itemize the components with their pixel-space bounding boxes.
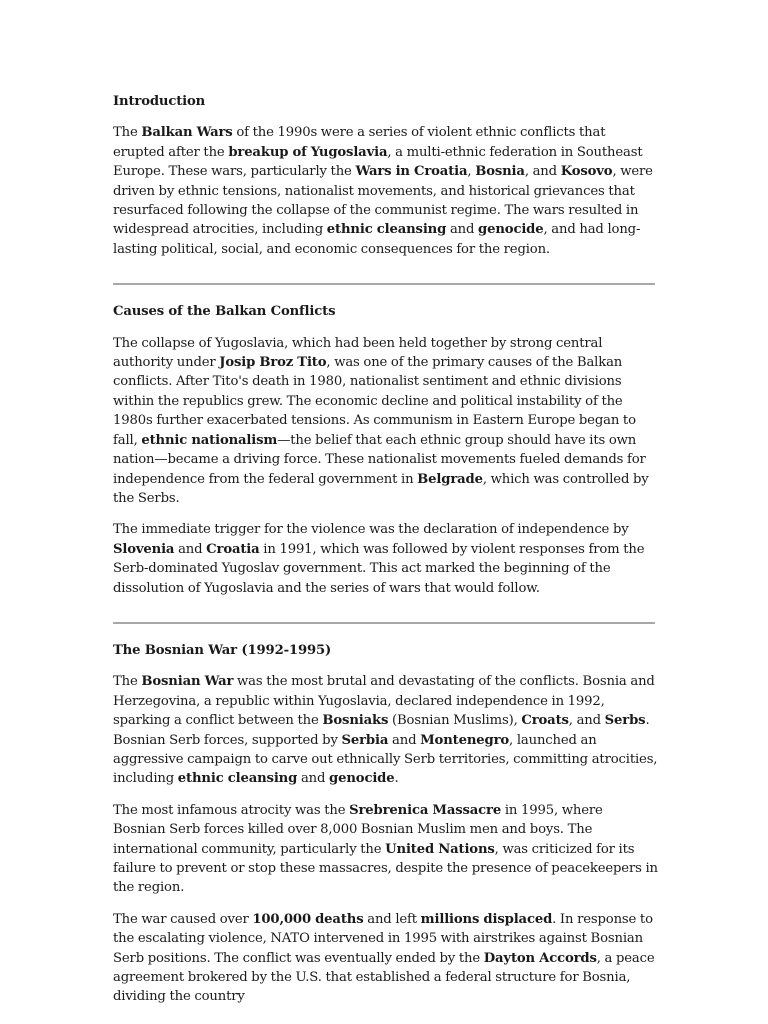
bold-term: Serbs (604, 713, 646, 729)
text-run: and (446, 222, 479, 238)
bold-term: Montenegro (420, 732, 510, 748)
bold-term: Bosnia (475, 164, 525, 180)
paragraph (113, 672, 658, 788)
section-causes (113, 302, 658, 598)
text-run: , and (524, 164, 561, 180)
text-run: , launched an aggressive campaign to carve out ethnically Serb territories, committing atrocities, including (113, 732, 658, 787)
paragraph (113, 520, 658, 598)
text-run: . (394, 771, 399, 787)
paragraph (113, 334, 658, 509)
bold-term: Croatia (206, 541, 260, 557)
bold-term: Kosovo (560, 164, 613, 180)
document-page (113, 92, 658, 1019)
text-run: , was criticized for its failure to prevent or stop these massacres, despite the presence of peacekeepers in the region. (113, 841, 658, 896)
section-heading: Causes of the Balkan Conflicts (113, 304, 336, 320)
text-run: , which was controlled by the Serbs. (113, 471, 649, 506)
text-run: The (113, 674, 142, 690)
text-run: in 1991, which was followed by violent responses from the Serb-dominated Yugoslav government. This act marked the beginning of the dissolution of Yugoslavia and the series of wars that would follow. (113, 541, 645, 596)
text-run: , were driven by ethnic tensions, nationalist movements, and historical grievances that resurfaced following the collapse of the communist regime. The wars resulted in widespread atrocities, including (113, 164, 653, 238)
text-run: The collapse of Yugoslavia, which had been held together by strong central authority under (113, 335, 603, 371)
bold-term: millions displaced (420, 911, 553, 927)
text-run: in 1995, where Bosnian Serb forces killed over 8,000 Bosnian Muslim men and boys. The international community, particularly the (113, 802, 603, 857)
text-run: , and (568, 713, 605, 729)
text-run: The war caused over (113, 911, 253, 927)
bold-term: Bosniaks (322, 713, 389, 729)
bold-term: ethnic cleansing (326, 222, 447, 238)
text-run: , (467, 164, 476, 180)
bold-term: breakup of Yugoslavia (228, 144, 388, 160)
section-heading: Introduction (113, 94, 206, 109)
text-run: . Bosnian Serb forces, supported by (113, 713, 650, 748)
bold-term: Bosnian War (141, 674, 234, 690)
section-introduction (113, 92, 658, 259)
text-run: , a multi-ethnic federation in Southeast Europe. These wars, particularly the (113, 144, 643, 180)
bold-term: 100,000 deaths (252, 911, 364, 927)
bold-term: genocide (478, 222, 544, 238)
text-run: —the belief that each ethnic group should have its own nation—became a driving force. These nationalist movements fueled demands for independence from the federal government in (113, 432, 646, 487)
text-run: , and had long-lasting political, social, and economic consequences for the region. (113, 222, 641, 257)
text-run: and (297, 771, 330, 787)
paragraph (113, 910, 658, 1007)
bold-term: Balkan Wars (141, 125, 233, 141)
text-run: The immediate trigger for the violence was the declaration of independence by (113, 522, 629, 538)
text-run: The (113, 125, 142, 141)
text-run: (Bosnian Muslims), (388, 713, 522, 729)
text-run: , a peace agreement brokered by the U.S. that established a federal structure for Bosnia, dividing the country (113, 950, 655, 1005)
horizontal-divider (113, 283, 655, 285)
bold-term: Serbia (341, 732, 389, 748)
bold-term: ethnic nationalism (141, 432, 278, 448)
text-run: of the 1990s were a series of violent ethnic conflicts that erupted after the (113, 125, 606, 160)
bold-term: genocide (329, 771, 395, 787)
bold-term: Slovenia (113, 541, 175, 557)
text-run: The most infamous atrocity was the (113, 802, 350, 818)
text-run: was the most brutal and devastating of the conflicts. Bosnia and Herzegovina, a republic within Yugoslavia, declared independence in 1992, sparking a conflict between the (113, 674, 655, 729)
text-run: , was one of the primary causes of the Balkan conflicts. After Tito's death in 1980, nationalist sentiment and ethnic divisions within the republics grew. The economic decline and political instability of the 1980s further exacerbated tensions. As communism in Eastern Europe began to fall, (113, 355, 636, 448)
bold-term: ethnic cleansing (177, 771, 298, 787)
bold-term: Croats (521, 713, 569, 729)
text-run: and left (363, 911, 421, 927)
bold-term: Dayton Accords (483, 950, 597, 966)
bold-term: Belgrade (417, 471, 483, 487)
bold-term: Srebrenica Massacre (349, 802, 502, 818)
paragraph (113, 123, 658, 259)
text-run: . In response to the escalating violence, NATO intervened in 1995 with airstrikes against Bosnian Serb positions. The conflict was eventually ended by the (113, 911, 653, 966)
text-run: and (388, 732, 421, 748)
bold-term: Josip Broz Tito (219, 355, 327, 371)
section-bosnian-war (113, 641, 658, 1007)
text-run: and (174, 541, 207, 557)
bold-term: United Nations (385, 841, 495, 857)
section-heading: The Bosnian War (1992-1995) (113, 642, 332, 658)
paragraph (113, 801, 658, 898)
bold-term: Wars in Croatia (355, 164, 468, 180)
horizontal-divider (113, 622, 655, 624)
